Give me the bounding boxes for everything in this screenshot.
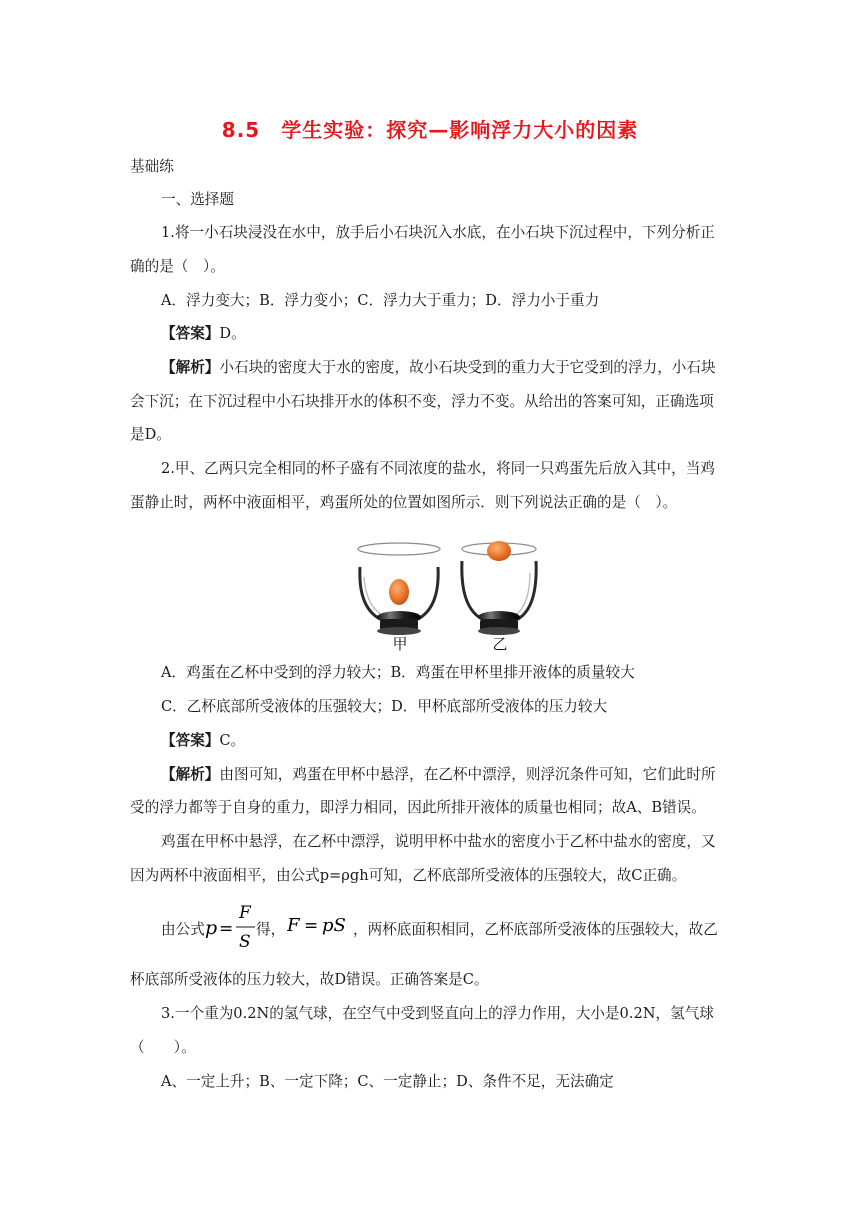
answer-tag: 【答案】 xyxy=(161,732,220,749)
section-heading: 基础练 xyxy=(130,158,174,175)
q2-options-line2: C．乙杯底部所受液体的压强较大；D．甲杯底部所受液体的压力较大 xyxy=(161,698,608,715)
formula-mid: 得， xyxy=(256,921,286,938)
cups-illustration xyxy=(350,537,540,654)
figure-label-right: 乙 xyxy=(492,635,508,653)
page-title: 8.5 学生实验：探究—影响浮力大小的因素 xyxy=(221,118,639,142)
analysis-text: 小石块的密度大于水的密度，故小石块受到的重力大于它受到的浮力，小石块 xyxy=(219,359,716,376)
q2-stem-line1: 2.甲、乙两只完全相同的杯子盛有不同浓度的盐水，将同一只鸡蛋先后放入其中，当鸡 xyxy=(161,460,715,477)
analysis-tag: 【解析】 xyxy=(161,766,220,783)
egg-right xyxy=(487,541,511,561)
q1-stem-line2: 确的是（ ）。 xyxy=(130,258,225,275)
q2-analysis-line3: 鸡蛋在甲杯中悬浮，在乙杯中漂浮，说明甲杯中盐水的密度小于乙杯中盐水的密度，又 xyxy=(161,833,716,850)
q1-analysis-line1 xyxy=(161,358,736,378)
answer-value: D。 xyxy=(219,325,246,342)
svg-text:=: = xyxy=(304,916,319,936)
q1-answer xyxy=(161,324,736,344)
q1-analysis-line3: 是D。 xyxy=(130,426,171,443)
q2-analysis-line5: 杯底部所受液体的压力较大，故D错误。正确答案是C。 xyxy=(130,971,489,988)
svg-text:F: F xyxy=(239,903,251,923)
q2-analysis-line1 xyxy=(161,765,736,785)
q3-stem-line2: （ ）。 xyxy=(130,1039,196,1056)
formula-prefix: 由公式 xyxy=(161,921,205,938)
q1-analysis-line2: 会下沉；在下沉过程中小石块排开水的体积不变，浮力不变。从给出的答案可知，正确选项 xyxy=(130,393,714,410)
q3-options: A、一定上升；B、一定下降；C、一定静止；D、条件不足，无法确定 xyxy=(161,1073,614,1090)
svg-text:S: S xyxy=(239,932,251,952)
force-formula xyxy=(287,911,357,939)
svg-text:F: F xyxy=(287,915,300,936)
q2-analysis-line2: 受的浮力都等于自身的重力，即浮力相同，因此所排开液体的质量也相同；故A、B错误。 xyxy=(130,799,706,816)
q2-answer xyxy=(161,731,736,751)
q2-formula-line xyxy=(161,897,736,953)
q2-options-line1: A．鸡蛋在乙杯中受到的浮力较大；B．鸡蛋在甲杯里排开液体的质量较大 xyxy=(161,664,635,681)
egg-in-cups-figure xyxy=(350,537,540,654)
answer-value: C。 xyxy=(219,732,246,749)
analysis-text: 由图可知，鸡蛋在甲杯中悬浮，在乙杯中漂浮，则浮沉条件可知，它们此时所 xyxy=(219,766,716,783)
analysis-tag: 【解析】 xyxy=(161,359,220,376)
cup-right xyxy=(462,541,536,635)
q3-stem-line1: 3.一个重为0.2N的氢气球，在空气中受到竖直向上的浮力作用，大小是0.2N，氢气球 xyxy=(161,1005,714,1022)
q1-options: A．浮力变大；B．浮力变小；C．浮力大于重力；D．浮力小于重力 xyxy=(161,292,600,309)
q2-analysis-line4: 因为两杯中液面相平，由公式p=ρgh可知，乙杯底部所受液体的压强较大，故C正确。 xyxy=(130,867,687,884)
cup-left xyxy=(358,543,440,635)
formula-suffix: ，两杯底面积相同，乙杯底部所受液体的压强较大，故乙 xyxy=(353,921,718,938)
egg-left xyxy=(389,579,409,605)
answer-tag: 【答案】 xyxy=(161,325,220,342)
svg-text:p: p xyxy=(205,917,218,939)
q1-stem-line1: 1.将一小石块浸没在水中，放手后小石块沉入水底，在小石块下沉过程中，下列分析正 xyxy=(161,224,715,241)
figure-label-left: 甲 xyxy=(392,635,408,653)
svg-text:pS: pS xyxy=(322,915,346,936)
q2-stem-line2: 蛋静止时，两杯中液面相平，鸡蛋所处的位置如图所示．则下列说法正确的是（ ）。 xyxy=(130,494,678,511)
subsection-heading: 一、选择题 xyxy=(161,191,234,208)
svg-text:=: = xyxy=(219,919,234,939)
